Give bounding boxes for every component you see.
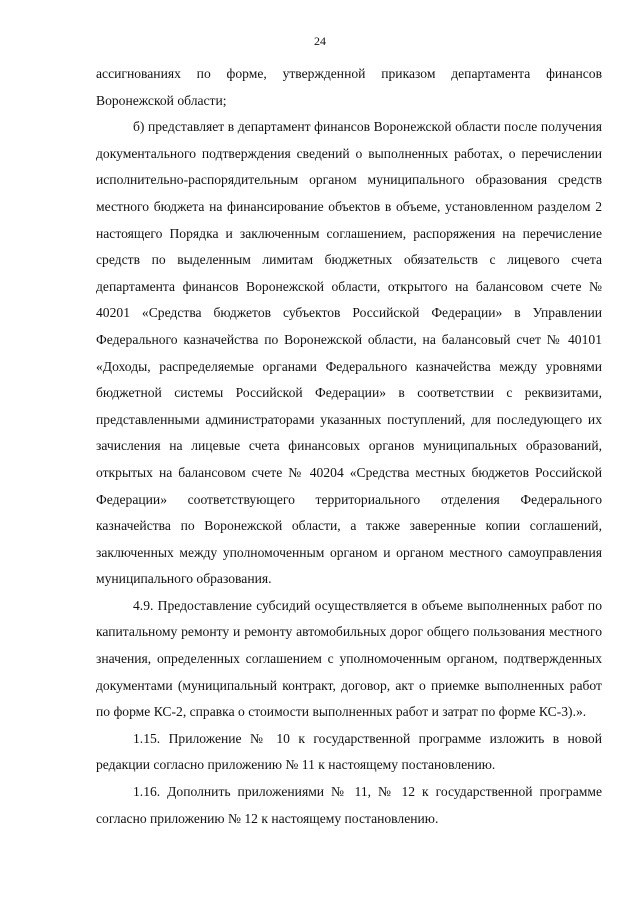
paragraph-1-15: 1.15. Приложение № 10 к государственной программе изложить в новой редакции согласно приложению № 11 к настоящему постановлению. — [96, 730, 602, 773]
document-body — [96, 61, 602, 832]
paragraph-1-16: 1.16. Дополнить приложениями № 11, № 12 к государственной программе согласно приложению № 12 к настоящему постановлению. — [96, 784, 602, 826]
page-number: 24 — [314, 34, 326, 48]
paragraph-b: б) представляет в департамент финансов Воронежской области после получения документального подтверждения сведений о выполненных работах, о перечислении исполнительно-распорядительным органом муниципального образования средств местного бюджета на финансирование объектов в объеме, установленном разделом 2 настоящего Порядка и заключенным соглашением, распоряжения на перечисление средств по выделенным лимитам бюджетных обязательств с лицевого счета департамента финансов Воронежской области, открытого на балансовом счете № 40201 «Средства бюджетов субъектов Российской Федерации» в Управлении Федерального казначейства по Воронежской области, на балансовый счет № 40101 «Доходы, распределяемые органами Федерального казначейства между уровнями бюджетной системы Российской Федерации» в соответствии с реквизитами, представленными администраторами указанных поступлений, для последующего их зачисления на лицевые счета финансовых органов муниципальных образований, открытых на балансовом счете № 40204 «Средства местных бюджетов Российской Федерации» соответствующего территориального отделения Федерального казначейства по Воронежской области, а также заверенные копии соглашений, заключенных между уполномоченным органом и органом местного самоуправления муниципального образования. — [96, 119, 602, 587]
paragraph-4-9: 4.9. Предоставление субсидий осуществляется в объеме выполненных работ по капитальному ремонту и ремонту автомобильных дорог общего пользования местного значения, определенных соглашением с уполномоченным органом, подтвержденных документами (муниципальный контракт, договор, акт о приемке выполненных работ по форме КС-2, справка о стоимости выполненных работ и затрат по форме КС-3).». — [96, 597, 602, 720]
paragraph-continuation: ассигнованиях по форме, утвержденной приказом департамента финансов Воронежской области; — [96, 66, 602, 108]
